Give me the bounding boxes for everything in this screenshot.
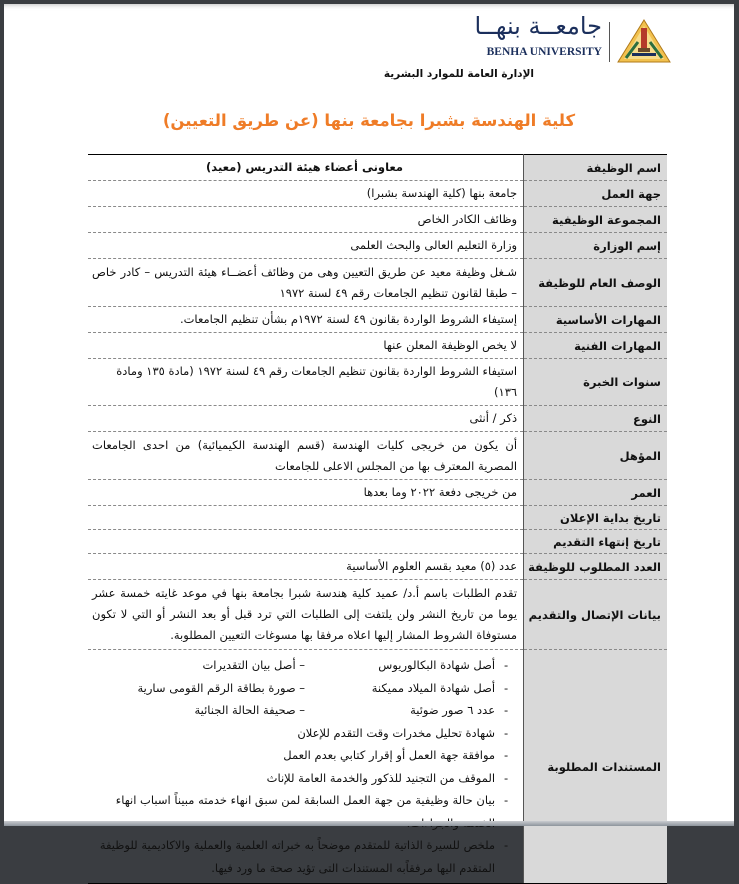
table-row [88, 333, 667, 359]
row-label: سنوات الخبرة [524, 359, 667, 406]
application-end-date-value [88, 530, 524, 554]
logo-english-text: BENHA UNIVERSITY [486, 46, 602, 58]
document-item: أصل شهادة البكالوريوس [378, 658, 496, 672]
description-value: شـغل وظيفة معيد عن طريق التعيين وهى من وظائف أعضــاء هيئة التدريس – كادر خاص – طبقا لقانون تنظيم الجامعات رقم ٤٩ لسنة ١٩٧٢ [88, 259, 524, 307]
viewer-bottom-edge [4, 821, 734, 826]
document-item: – أصل بيان التقديرات [92, 654, 305, 677]
row-label: تاريخ إنتهاء التقديم [524, 530, 667, 554]
bullet-dash: - [503, 748, 509, 762]
row-label: المهارات الفنية [524, 333, 667, 359]
ad-start-date-value [88, 506, 524, 530]
bullet-dash: - [503, 658, 509, 672]
age-value: من خريجى دفعة ٢٠٢٢ وما بعدها [88, 480, 524, 506]
list-item [92, 722, 517, 745]
document-item: موافقة جهة العمل أو إقرار كتابي بعدم العمل [283, 748, 496, 762]
document-item: بيان حالة وظيفية من جهة العمل السابقة لمن سبق انهاء خدمته مبيناً اسباب انهاء [115, 793, 496, 807]
table-row [88, 207, 667, 233]
row-label: بيانات الإتصال والتقديم [524, 580, 667, 650]
documents-list [92, 652, 517, 881]
employer-value: جامعة بنها (كلية الهندسة بشبرا) [88, 181, 524, 207]
bullet-dash: - [503, 680, 509, 695]
row-label: جهة العمل [524, 181, 667, 207]
job-group-value: وظائف الكادر الخاص [88, 207, 524, 233]
row-label: المستندات المطلوبة [524, 650, 667, 884]
list-item [92, 767, 517, 790]
gender-value: ذكر / أنثى [88, 406, 524, 432]
list-item [92, 654, 517, 677]
job-details-table [88, 154, 667, 884]
table-row [88, 506, 667, 530]
list-item [92, 744, 517, 767]
document-page [4, 4, 734, 875]
row-label: الوصف العام للوظيفة [524, 259, 667, 307]
bullet-dash: - [503, 838, 509, 852]
table-row [88, 554, 667, 580]
department-name: الإدارة العامة للموارد البشرية [383, 68, 534, 80]
technical-skills-value: لا يخص الوظيفة المعلن عنها [88, 333, 524, 359]
document-item: شهادة تحليل مخدرات وقت التقدم للإعلان [297, 725, 496, 740]
row-label: العمر [524, 480, 667, 506]
bullet-dash: - [503, 725, 509, 740]
row-label: إسم الوزارة [524, 233, 667, 259]
table-row [88, 259, 667, 307]
bullet-dash: - [503, 703, 509, 717]
table-row [88, 233, 667, 259]
job-name-value: معاونى أعضاء هيئة التدريس (معيد) [88, 155, 524, 181]
document-item: عدد ٦ صور ضوئية [410, 703, 496, 717]
document-title: كلية الهندسة بشبرا بجامعة بنها (عن طريق التعيين) [162, 111, 576, 130]
table-row [88, 432, 667, 480]
document-item: – صحيفة الحالة الجنائية [92, 699, 305, 722]
bullet-dash: - [503, 793, 509, 807]
table-row [88, 480, 667, 506]
document-item: الموقف من التجنيد للذكور والخدمة العامة للإناث [266, 770, 496, 785]
logo-divider [609, 22, 610, 62]
list-item [92, 789, 517, 834]
row-label: اسم الوظيفة [524, 155, 667, 181]
document-item: – صورة بطاقة الرقم القومى سارية [92, 677, 305, 700]
list-item [92, 677, 517, 700]
logo-arabic-text: جامعــة بنهــا [474, 12, 602, 40]
row-label: المؤهل [524, 432, 667, 480]
table-row [88, 650, 667, 884]
contact-value: تقدم الطلبات باسم أ.د/ عميد كلية هندسة شبرا بجامعة بنها في موعد غايته خمسة عشر يوما من تاريخ النشر ولن يلتفت إلى الطلبات التي ترد قبل أو بعد النشر أو التي لا تكون مستوفاة الشروط المشار إليها اعلاه مرفقا بها مسوغات التعيين المطلوبة. [88, 580, 524, 650]
table-row [88, 155, 667, 181]
bullet-dash: - [503, 770, 509, 785]
experience-value: استيفاء الشروط الواردة بقانون تنظيم الجامعات رقم ٤٩ لسنة ١٩٧٢ (مادة ١٣٥ ومادة ١٣٦) [88, 359, 524, 406]
table-row [88, 307, 667, 333]
table-row [88, 530, 667, 554]
list-item [92, 699, 517, 722]
row-label: النوع [524, 406, 667, 432]
row-label: العدد المطلوب للوظيفة [524, 554, 667, 580]
document-item: أصل شهادة الميلاد مميكنة [371, 680, 496, 695]
table-row [88, 359, 667, 406]
row-label: المهارات الأساسية [524, 307, 667, 333]
row-label: تاريخ بداية الإعلان [524, 506, 667, 530]
documents-value [88, 650, 524, 884]
ministry-value: وزارة التعليم العالى والبحث العلمى [88, 233, 524, 259]
benha-university-emblem-icon [616, 18, 672, 64]
document-item: ملخص للسيرة الذاتية للمتقدم موضحاً به خبراته العلمية والعملية والاكاديمية للوظيفة المتقدم اليها مرفقاًبه المستندات التى تؤيد صحة ما ورد فيها. [99, 838, 496, 875]
table-row [88, 580, 667, 650]
row-label: المجموعة الوظيفية [524, 207, 667, 233]
qualification-value: أن يكون من خريجى كليات الهندسة (قسم الهندسة الكيميائية) من احدى الجامعات المصرية المعترف بها من المجلس الاعلى للجامعات [88, 432, 524, 480]
required-count-value: عدد (٥) معيد بقسم العلوم الأساسية [88, 554, 524, 580]
table-row [88, 181, 667, 207]
list-item [92, 834, 517, 879]
basic-skills-value: إستيفاء الشروط الواردة بقانون ٤٩ لسنة ١٩٧٢م بشأن تنظيم الجامعات. [88, 307, 524, 333]
university-logo [412, 12, 672, 68]
table-row [88, 406, 667, 432]
